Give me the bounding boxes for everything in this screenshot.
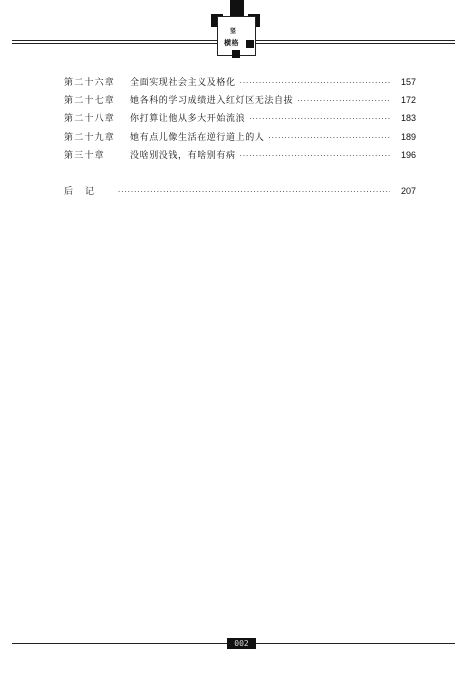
afterword-label: 后记	[64, 187, 107, 197]
toc-chapter: 第二十八章	[64, 114, 116, 125]
toc-chapter: 第三十章	[64, 150, 105, 161]
toc-title: 全面实现社会主义及格化	[130, 78, 236, 88]
afterword-page-number: 207	[400, 186, 416, 196]
toc-leader-dots	[297, 96, 390, 107]
toc-leader-dots	[268, 133, 390, 144]
toc-chapter: 第二十七章	[64, 96, 116, 107]
book-logo	[208, 0, 268, 62]
logo-square-top	[230, 0, 244, 16]
page-number-badge: 002	[227, 638, 256, 649]
toc-leader-dots	[240, 78, 390, 89]
logo-square-bottom	[232, 50, 240, 58]
toc-title: 没啥别没钱，有啥别有病	[130, 150, 236, 161]
toc-title: 你打算让他从多大开始流浪	[130, 114, 246, 125]
toc-leader-dots	[240, 151, 390, 162]
toc-leader-dots	[118, 187, 390, 198]
toc-row[interactable]	[64, 132, 416, 150]
toc-title: 她各科的学习成绩进入红灯区无法自拔	[130, 96, 294, 107]
toc-row[interactable]	[64, 95, 416, 113]
toc-page-number: 196	[400, 149, 416, 160]
toc-page-number: 172	[400, 95, 416, 106]
toc-page-number: 183	[400, 113, 416, 124]
toc-title: 她有点儿像生活在逆行道上的人	[130, 132, 265, 143]
logo-char-top: 竖	[230, 28, 237, 35]
toc-row-afterword[interactable]	[64, 186, 416, 204]
toc-leader-dots	[249, 114, 390, 125]
logo-text: 横格	[224, 38, 239, 47]
toc-row[interactable]	[64, 77, 416, 95]
logo-square-mid-right	[246, 40, 254, 48]
table-of-contents	[64, 77, 416, 168]
toc-row[interactable]	[64, 113, 416, 131]
toc-chapter: 第二十六章	[64, 78, 116, 88]
toc-row[interactable]	[64, 150, 416, 168]
toc-page-number: 189	[400, 131, 416, 142]
toc-chapter: 第二十九章	[64, 132, 116, 143]
afterword-entry	[64, 186, 416, 204]
toc-page-number: 157	[400, 77, 416, 87]
